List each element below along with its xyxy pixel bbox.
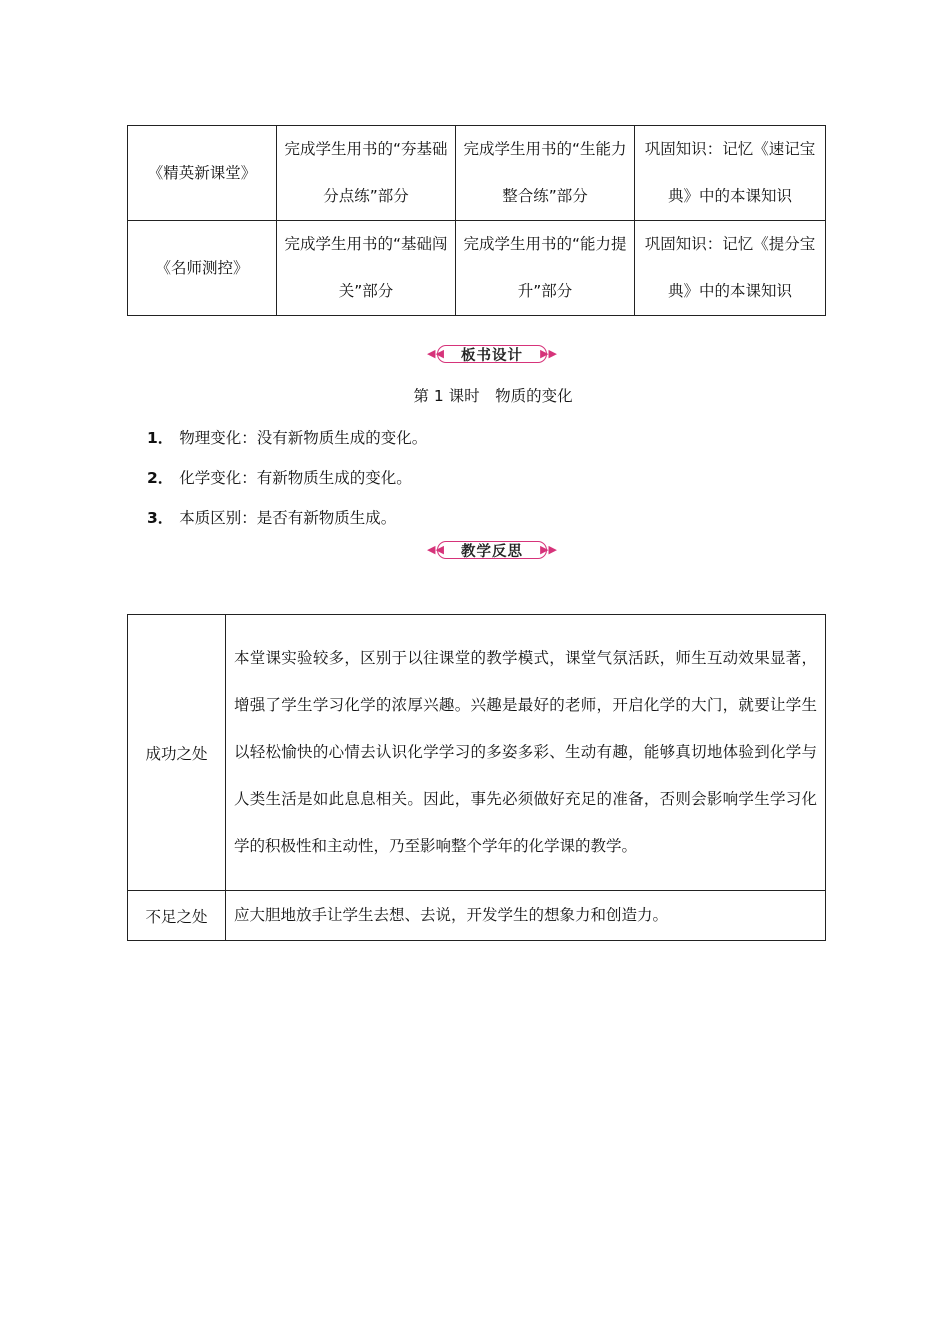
homework-table bbox=[127, 125, 826, 316]
reflection-key: 成功之处 bbox=[128, 615, 226, 891]
point-text: 本质区别：是否有新物质生成。 bbox=[179, 509, 397, 527]
double-chevron-right-icon: ▶▶ bbox=[540, 543, 557, 556]
consolidate-task: 巩固知识：记忆《速记宝典》中的本课知识 bbox=[635, 126, 826, 221]
consolidate-task: 巩固知识：记忆《提分宝典》中的本课知识 bbox=[635, 221, 826, 316]
table-row bbox=[128, 221, 826, 316]
banner-title: 板书设计 bbox=[461, 347, 523, 364]
board-design-banner bbox=[427, 344, 557, 364]
reflection-table bbox=[127, 614, 826, 941]
point-number: 1． bbox=[147, 429, 174, 447]
board-point bbox=[147, 506, 396, 528]
double-chevron-left-icon: ◀◀ bbox=[427, 543, 444, 556]
reflection-key: 不足之处 bbox=[128, 891, 226, 941]
reflection-banner bbox=[427, 540, 557, 560]
banner-title: 教学反思 bbox=[461, 543, 523, 560]
reflection-value: 本堂课实验较多，区别于以往课堂的教学模式，课堂气氛活跃，师生互动效果显著，增强了学生学习化学的浓厚兴趣。兴趣是最好的老师，开启化学的大门，就要让学生以轻松愉快的心情去认识化学学习的多姿多彩、生动有趣，能够真切地体验到化学与人类生活是如此息息相关。因此，事先必须做好充足的准备，否则会影响学生学习化学的积极性和主动性，乃至影响整个学年的化学课的教学。 bbox=[226, 615, 826, 891]
ability-task: 完成学生用书的“能力提升”部分 bbox=[456, 221, 635, 316]
book-name: 《精英新课堂》 bbox=[128, 126, 277, 221]
ability-task: 完成学生用书的“生能力 整合练”部分 bbox=[456, 126, 635, 221]
point-text: 化学变化：有新物质生成的变化。 bbox=[179, 469, 412, 487]
table-row bbox=[128, 126, 826, 221]
table-row bbox=[128, 615, 826, 891]
board-point bbox=[147, 466, 412, 488]
book-name: 《名师测控》 bbox=[128, 221, 277, 316]
double-chevron-left-icon: ◀◀ bbox=[427, 347, 444, 360]
basic-task: 完成学生用书的“夯基础 分点练”部分 bbox=[277, 126, 456, 221]
point-number: 2． bbox=[147, 469, 174, 487]
reflection-value: 应大胆地放手让学生去想、去说，开发学生的想象力和创造力。 bbox=[226, 891, 826, 941]
point-text: 物理变化：没有新物质生成的变化。 bbox=[179, 429, 428, 447]
basic-task: 完成学生用书的“基础闯关”部分 bbox=[277, 221, 456, 316]
lesson-title: 第 1 课时 物质的变化 bbox=[413, 387, 573, 405]
table-row bbox=[128, 891, 826, 941]
board-point bbox=[147, 426, 427, 448]
double-chevron-right-icon: ▶▶ bbox=[540, 347, 557, 360]
point-number: 3． bbox=[147, 509, 174, 527]
